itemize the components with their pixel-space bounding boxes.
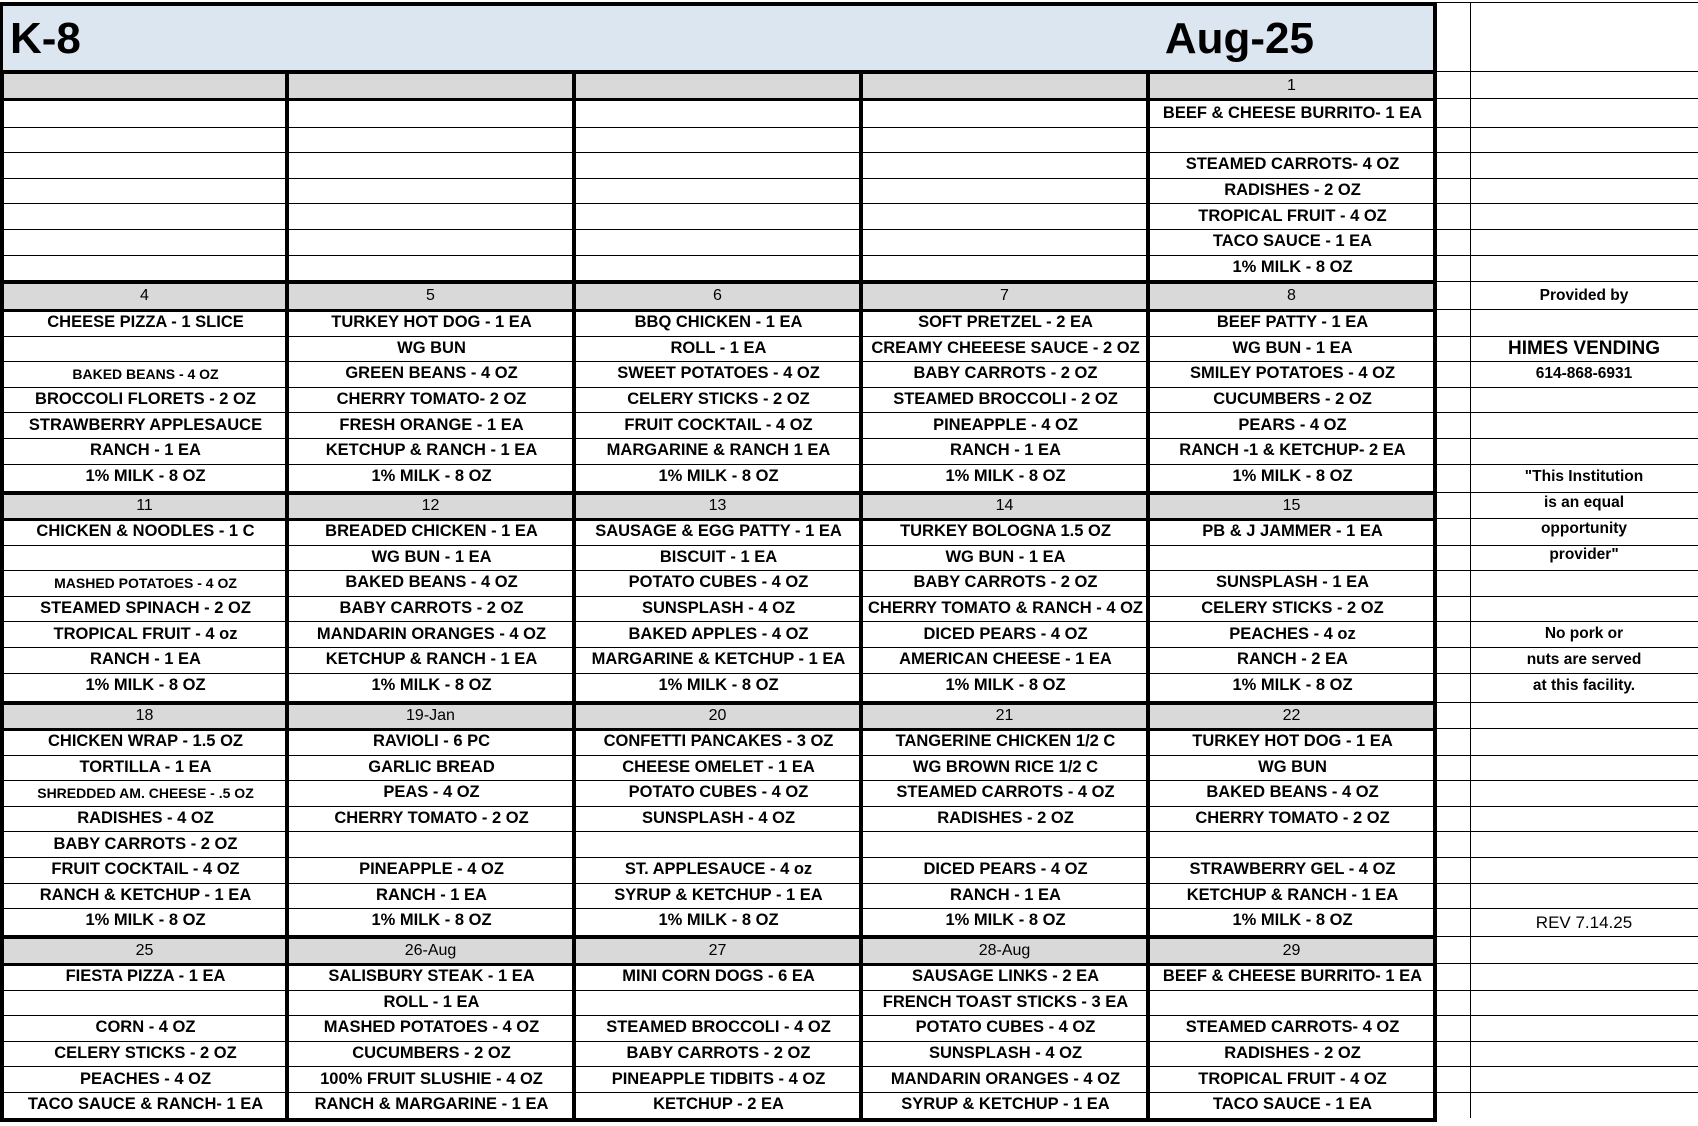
sidebar-line	[1435, 2, 1698, 3]
menu-item: DICED PEARS - 4 OZ	[923, 860, 1088, 879]
menu-item: MASHED POTATOES - 4 OZ	[323, 1018, 540, 1037]
menu-item: ROLL - 1 EA	[670, 338, 767, 357]
day-number	[2, 72, 287, 99]
right-border-line	[1433, 2, 1437, 72]
menu-item: FRESH ORANGE - 1 EA	[339, 415, 524, 434]
equal-opportunity-text: is an equal	[1543, 494, 1625, 511]
menu-item: BABY CARROTS - 2 OZ	[626, 1044, 811, 1063]
menu-item: SWEET POTATOES - 4 OZ	[617, 364, 820, 383]
menu-item: RADISHES - 2 OZ	[937, 809, 1074, 828]
day-number: 19-Jan	[406, 707, 455, 724]
menu-item: CHEESE OMELET - 1 EA	[622, 757, 815, 776]
menu-item: BABY CARROTS - 2 OZ	[913, 573, 1098, 592]
sidebar-line	[1435, 1092, 1698, 1093]
equal-opportunity-text: provider"	[1549, 546, 1619, 563]
menu-item: CELERY STICKS - 2 OZ	[54, 1044, 237, 1063]
menu-item: FRUIT COCKTAIL - 4 OZ	[51, 860, 240, 879]
day-number: 13	[708, 497, 727, 514]
sidebar-line	[1435, 255, 1698, 256]
menu-item	[1151, 990, 1434, 1016]
menu-item: BBQ CHICKEN - 1 EA	[634, 313, 803, 332]
menu-item: STEAMED BROCCOLI - 4 OZ	[606, 1018, 831, 1037]
menu-item: CUCUMBERS - 2 OZ	[1213, 390, 1372, 409]
menu-item: TACO SAUCE - 1 EA	[1212, 232, 1373, 251]
menu-item	[864, 178, 1147, 204]
menu-item: SUNSPLASH - 1 EA	[1215, 573, 1370, 592]
menu-item: AMERICAN CHEESE - 1 EA	[899, 650, 1112, 669]
menu-item: RANCH - 1 EA	[950, 885, 1061, 904]
sidebar-line	[1435, 963, 1698, 964]
menu-item	[577, 255, 860, 281]
row-line	[2, 336, 1435, 337]
day-number: 29	[1282, 941, 1301, 959]
column-line	[285, 2, 289, 1120]
menu-item: TROPICAL FRUIT - 4 OZ	[1198, 1069, 1387, 1088]
row-line	[2, 127, 1435, 128]
sidebar-line	[1435, 1015, 1698, 1016]
menu-item: TANGERINE CHICKEN 1/2 C	[895, 732, 1116, 751]
menu-item: PEACHES - 4 oz	[1229, 624, 1356, 643]
menu-item: BAKED BEANS - 4 OZ	[1206, 783, 1379, 802]
menu-item	[5, 336, 286, 362]
menu-item: MARGARINE & KETCHUP - 1 EA	[591, 650, 846, 669]
menu-item: CHERRY TOMATO - 2 OZ	[334, 809, 529, 828]
column-line	[0, 2, 4, 1120]
menu-item: PEACHES - 4 OZ	[79, 1069, 212, 1088]
sidebar-line	[1435, 883, 1698, 884]
sidebar-line	[1435, 229, 1698, 230]
sidebar-line	[1435, 1066, 1698, 1067]
menu-item: WG BUN	[397, 338, 466, 357]
menu-item	[864, 127, 1147, 153]
menu-item: SUNSPLASH - 4 OZ	[928, 1044, 1083, 1063]
menu-item: KETCHUP - 2 EA	[653, 1095, 784, 1114]
menu-item: CELERY STICKS - 2 OZ	[1201, 599, 1384, 618]
menu-item	[577, 152, 860, 178]
menu-item: RANCH - 1 EA	[950, 441, 1061, 460]
day-number	[861, 72, 1148, 99]
day-number: 6	[713, 287, 722, 304]
menu-item	[5, 203, 286, 229]
menu-item: CELERY STICKS - 2 OZ	[627, 390, 810, 409]
menu-item	[864, 831, 1147, 857]
menu-item: 1% MILK - 8 OZ	[85, 466, 206, 485]
menu-item: WG BUN - 1 EA	[1232, 338, 1353, 357]
day-number: 11	[136, 497, 153, 514]
menu-item: 1% MILK - 8 OZ	[945, 675, 1066, 694]
menu-item	[290, 101, 573, 127]
sidebar-line	[1435, 831, 1698, 832]
day-number: 4	[140, 287, 149, 304]
sidebar-line	[1435, 387, 1698, 388]
menu-item: BAKED APPLES - 4 OZ	[628, 624, 809, 643]
menu-item: PEAS - 4 OZ	[383, 783, 480, 802]
menu-item	[5, 178, 286, 204]
menu-item	[5, 990, 286, 1016]
menu-item: POTATO CUBES - 4 OZ	[628, 783, 809, 802]
menu-item: ROLL - 1 EA	[383, 992, 480, 1011]
menu-item	[864, 255, 1147, 281]
menu-item: TURKEY BOLOGNA 1.5 OZ	[900, 522, 1111, 541]
menu-item: PINEAPPLE TIDBITS - 4 OZ	[611, 1069, 826, 1088]
row-line	[2, 673, 1435, 674]
menu-item: SALISBURY STEAK - 1 EA	[328, 967, 535, 986]
row-line	[2, 883, 1435, 884]
sidebar-line	[1435, 570, 1698, 571]
sidebar-line	[1435, 990, 1698, 991]
menu-item: RADISHES - 2 OZ	[1224, 181, 1361, 200]
menu-item: POTATO CUBES - 4 OZ	[915, 1018, 1096, 1037]
row-line	[2, 387, 1435, 388]
menu-item: 1% MILK - 8 OZ	[658, 675, 779, 694]
revision-label: REV 7.14.25	[1535, 913, 1633, 932]
menu-item	[5, 101, 286, 127]
sidebar-line	[1435, 1041, 1698, 1042]
day-number: 20	[708, 707, 727, 724]
menu-item: KETCHUP & RANCH - 1 EA	[1186, 885, 1399, 904]
menu-item: STEAMED CARROTS - 4 OZ	[896, 783, 1115, 802]
sidebar-line	[1435, 203, 1698, 204]
grade-title: K-8	[10, 14, 81, 63]
menu-item: RANCH - 2 EA	[1237, 650, 1348, 669]
menu-item	[864, 101, 1147, 127]
day-number: 5	[426, 287, 435, 304]
menu-item: WG BUN	[1258, 757, 1327, 776]
menu-item: KETCHUP & RANCH - 1 EA	[325, 441, 538, 460]
menu-item: KETCHUP & RANCH - 1 EA	[325, 650, 538, 669]
row-line	[2, 545, 1435, 546]
row-line	[2, 203, 1435, 204]
equal-opportunity-text: "This Institution	[1524, 468, 1644, 485]
row-line	[2, 178, 1435, 179]
menu-item: BROCCOLI FLORETS - 2 OZ	[35, 390, 256, 409]
menu-item: TURKEY HOT DOG - 1 EA	[331, 313, 532, 332]
row-line	[2, 806, 1435, 807]
sidebar-line	[1435, 596, 1698, 597]
row-line	[2, 831, 1435, 832]
menu-item: SUNSPLASH - 4 OZ	[641, 599, 796, 618]
row-line	[2, 596, 1435, 597]
menu-item: PEARS - 4 OZ	[1238, 415, 1347, 434]
menu-item: BABY CARROTS - 2 OZ	[53, 834, 238, 853]
menu-item: RANCH - 1 EA	[376, 885, 487, 904]
day-number: 14	[995, 497, 1014, 514]
day-number: 8	[1287, 287, 1296, 304]
menu-item: SYRUP & KETCHUP - 1 EA	[901, 1095, 1110, 1114]
sidebar-line	[1435, 127, 1698, 128]
menu-item: TURKEY HOT DOG - 1 EA	[1192, 732, 1393, 751]
menu-item	[577, 990, 860, 1016]
menu-item: PB & J JAMMER - 1 EA	[1202, 522, 1383, 541]
menu-item: STRAWBERRY GEL - 4 OZ	[1189, 860, 1396, 879]
row-line	[2, 1041, 1435, 1042]
day-number: 22	[1282, 707, 1301, 724]
row-line	[2, 570, 1435, 571]
menu-item	[290, 229, 573, 255]
sidebar-line	[1435, 755, 1698, 756]
sidebar-line	[1435, 728, 1698, 729]
day-number: 27	[708, 941, 727, 959]
sidebar-line	[1435, 178, 1698, 179]
menu-item: RANCH - 1 EA	[90, 441, 201, 460]
sidebar-line	[1435, 857, 1698, 858]
menu-item: RANCH - 1 EA	[90, 650, 201, 669]
menu-item: 1% MILK - 8 OZ	[1232, 675, 1353, 694]
menu-item: RADISHES - 4 OZ	[77, 809, 214, 828]
sidebar-line	[1435, 806, 1698, 807]
menu-item: RANCH & KETCHUP - 1 EA	[39, 885, 252, 904]
menu-item: STEAMED SPINACH - 2 OZ	[40, 599, 251, 618]
menu-item	[290, 255, 573, 281]
sidebar-line	[1435, 780, 1698, 781]
menu-item: CORN - 4 OZ	[95, 1018, 196, 1037]
menu-item: CONFETTI PANCAKES - 3 OZ	[603, 732, 834, 751]
menu-item: RANCH -1 & KETCHUP- 2 EA	[1179, 441, 1406, 460]
sidebar-line	[1435, 412, 1698, 413]
menu-item: WG BUN - 1 EA	[945, 547, 1066, 566]
row-line	[2, 780, 1435, 781]
menu-item: ST. APPLESAUCE - 4 oz	[624, 860, 813, 879]
menu-item: SOFT PRETZEL - 2 EA	[918, 313, 1093, 332]
menu-item: SHREDDED AM. CHEESE - .5 OZ	[37, 784, 254, 801]
day-number: 7	[1000, 287, 1009, 304]
menu-item	[577, 101, 860, 127]
menu-item: SYRUP & KETCHUP - 1 EA	[614, 885, 823, 904]
menu-item: WG BROWN RICE 1/2 C	[912, 757, 1099, 776]
menu-item	[864, 152, 1147, 178]
row-line	[2, 857, 1435, 858]
menu-item: BEEF & CHEESE BURRITO- 1 EA	[1162, 967, 1423, 986]
menu-item: DICED PEARS - 4 OZ	[923, 624, 1088, 643]
menu-item: CHERRY TOMATO - 2 OZ	[1195, 809, 1390, 828]
menu-item: PINEAPPLE - 4 OZ	[359, 860, 504, 879]
row-line	[2, 255, 1435, 256]
column-line	[1146, 2, 1150, 1120]
menu-item	[1151, 545, 1434, 571]
menu-item: SAUSAGE LINKS - 2 EA	[911, 967, 1100, 986]
row-line	[2, 755, 1435, 756]
menu-item: STEAMED BROCCOLI - 2 OZ	[893, 390, 1118, 409]
provided-by-label: Provided by	[1539, 287, 1629, 304]
day-number	[574, 72, 861, 99]
menu-item: FIESTA PIZZA - 1 EA	[65, 967, 226, 986]
menu-item	[1151, 127, 1434, 153]
vendor-phone: 614-868-6931	[1535, 365, 1633, 382]
menu-item: 1% MILK - 8 OZ	[1232, 911, 1353, 930]
menu-item: 1% MILK - 8 OZ	[945, 466, 1066, 485]
menu-item: CHICKEN & NOODLES - 1 C	[36, 522, 255, 541]
menu-item	[5, 127, 286, 153]
menu-item: POTATO CUBES - 4 OZ	[628, 573, 809, 592]
menu-item: TROPICAL FRUIT - 4 OZ	[1198, 206, 1387, 225]
menu-item: 100% FRUIT SLUSHIE - 4 OZ	[320, 1069, 543, 1088]
row-line	[2, 1066, 1435, 1067]
sidebar-line	[1435, 152, 1698, 153]
no-pork-notice: nuts are served	[1526, 651, 1642, 668]
menu-item: STRAWBERRY APPLESAUCE	[28, 415, 263, 434]
vendor-name: HIMES VENDING	[1507, 338, 1661, 359]
left-border-line	[0, 2, 3, 72]
menu-item: CHERRY TOMATO & RANCH - 4 OZ	[867, 599, 1143, 618]
column-line	[572, 2, 576, 1120]
row-line	[2, 647, 1435, 648]
menu-item	[864, 203, 1147, 229]
menu-item: STEAMED CARROTS- 4 OZ	[1185, 1018, 1400, 1037]
no-pork-notice: at this facility.	[1532, 677, 1636, 694]
equal-opportunity-text: opportunity	[1540, 520, 1628, 537]
menu-item	[577, 127, 860, 153]
menu-item: RADISHES - 2 OZ	[1224, 1044, 1361, 1063]
menu-item: WG BUN - 1 EA	[371, 547, 492, 566]
menu-item	[5, 152, 286, 178]
menu-item	[1151, 831, 1434, 857]
menu-item: SMILEY POTATOES - 4 OZ	[1189, 364, 1396, 383]
menu-item: SUNSPLASH - 4 OZ	[641, 809, 796, 828]
column-line	[1433, 2, 1437, 1120]
menu-item: CHERRY TOMATO- 2 OZ	[336, 390, 527, 409]
menu-item: RANCH & MARGARINE - 1 EA	[314, 1095, 549, 1114]
day-number: 18	[135, 707, 154, 724]
menu-item	[5, 229, 286, 255]
menu-item: 1% MILK - 8 OZ	[85, 675, 206, 694]
menu-item	[577, 203, 860, 229]
menu-item: 1% MILK - 8 OZ	[85, 911, 206, 930]
menu-item: BREADED CHICKEN - 1 EA	[325, 522, 538, 541]
menu-item: MINI CORN DOGS - 6 EA	[622, 967, 815, 986]
menu-item: MASHED POTATOES - 4 OZ	[54, 574, 237, 591]
row-line	[2, 621, 1435, 622]
row-line	[2, 229, 1435, 230]
day-number: 1	[1287, 76, 1296, 94]
day-number	[287, 72, 574, 99]
sidebar-line	[1435, 702, 1698, 703]
day-number: 21	[995, 707, 1014, 724]
menu-item: MANDARIN ORANGES - 4 OZ	[316, 624, 547, 643]
menu-item: TACO SAUCE & RANCH- 1 EA	[27, 1095, 264, 1114]
menu-item	[5, 255, 286, 281]
top-border-line	[0, 2, 1437, 6]
row-line	[2, 438, 1435, 439]
menu-item: BISCUIT - 1 EA	[659, 547, 778, 566]
menu-item: FRUIT COCKTAIL - 4 OZ	[624, 415, 813, 434]
menu-item: 1% MILK - 8 OZ	[371, 466, 492, 485]
menu-item	[290, 127, 573, 153]
menu-item: TACO SAUCE - 1 EA	[1212, 1095, 1373, 1114]
menu-item: BEEF PATTY - 1 EA	[1216, 313, 1369, 332]
menu-item: BEEF & CHEESE BURRITO- 1 EA	[1162, 104, 1423, 123]
sidebar-line	[1435, 71, 1698, 72]
menu-item: GREEN BEANS - 4 OZ	[345, 364, 518, 383]
menu-item: SAUSAGE & EGG PATTY - 1 EA	[595, 522, 842, 541]
menu-item: MARGARINE & RANCH 1 EA	[606, 441, 831, 460]
column-line	[859, 2, 863, 1120]
row-line	[2, 152, 1435, 153]
month-title: Aug-25	[1164, 14, 1314, 63]
menu-item: TORTILLA - 1 EA	[79, 757, 212, 776]
day-number: 26-Aug	[404, 941, 457, 959]
menu-item: 1% MILK - 8 OZ	[371, 911, 492, 930]
menu-item	[290, 152, 573, 178]
row-line	[2, 990, 1435, 991]
no-pork-notice: No pork or	[1544, 625, 1624, 642]
menu-item: TROPICAL FRUIT - 4 oz	[53, 624, 238, 643]
menu-item	[290, 178, 573, 204]
menu-item: STEAMED CARROTS- 4 OZ	[1185, 155, 1400, 174]
menu-item	[5, 545, 286, 571]
menu-item: 1% MILK - 8 OZ	[371, 675, 492, 694]
menu-item: 1% MILK - 8 OZ	[658, 911, 779, 930]
menu-item: 1% MILK - 8 OZ	[658, 466, 779, 485]
menu-item: BAKED BEANS - 4 OZ	[72, 365, 219, 382]
menu-item: BAKED BEANS - 4 OZ	[345, 573, 518, 592]
menu-item: 1% MILK - 8 OZ	[1232, 257, 1353, 276]
menu-item: FRENCH TOAST STICKS - 3 EA	[882, 992, 1129, 1011]
day-number: 25	[135, 941, 154, 959]
bottom-border-line	[0, 1118, 1437, 1122]
menu-item: CREAMY CHEEESE SAUCE - 2 OZ	[871, 338, 1140, 357]
menu-item	[290, 831, 573, 857]
day-number: 15	[1282, 497, 1301, 514]
menu-item	[290, 203, 573, 229]
row-line	[2, 361, 1435, 362]
menu-item: PINEAPPLE - 4 OZ	[933, 415, 1078, 434]
menu-item: BABY CARROTS - 2 OZ	[913, 364, 1098, 383]
menu-item	[864, 229, 1147, 255]
menu-item: CHICKEN WRAP - 1.5 OZ	[48, 732, 243, 751]
menu-item	[577, 831, 860, 857]
menu-item	[577, 178, 860, 204]
menu-item: CUCUMBERS - 2 OZ	[352, 1044, 511, 1063]
row-line	[2, 1092, 1435, 1093]
day-number: 28-Aug	[978, 941, 1031, 959]
menu-item: 1% MILK - 8 OZ	[1232, 466, 1353, 485]
row-line	[2, 412, 1435, 413]
menu-item: MANDARIN ORANGES - 4 OZ	[890, 1069, 1121, 1088]
menu-item: BABY CARROTS - 2 OZ	[339, 599, 524, 618]
day-number: 12	[421, 497, 440, 514]
row-line	[2, 1015, 1435, 1016]
row-line	[2, 464, 1435, 465]
header-line	[2, 70, 1435, 73]
sidebar-line	[1435, 98, 1698, 99]
menu-item: RAVIOLI - 6 PC	[372, 732, 491, 751]
menu-item: CHEESE PIZZA - 1 SLICE	[47, 313, 244, 332]
menu-item: 1% MILK - 8 OZ	[945, 911, 1066, 930]
row-line	[2, 908, 1435, 909]
menu-item: GARLIC BREAD	[368, 757, 495, 776]
menu-item	[577, 229, 860, 255]
sidebar-line	[1435, 438, 1698, 439]
